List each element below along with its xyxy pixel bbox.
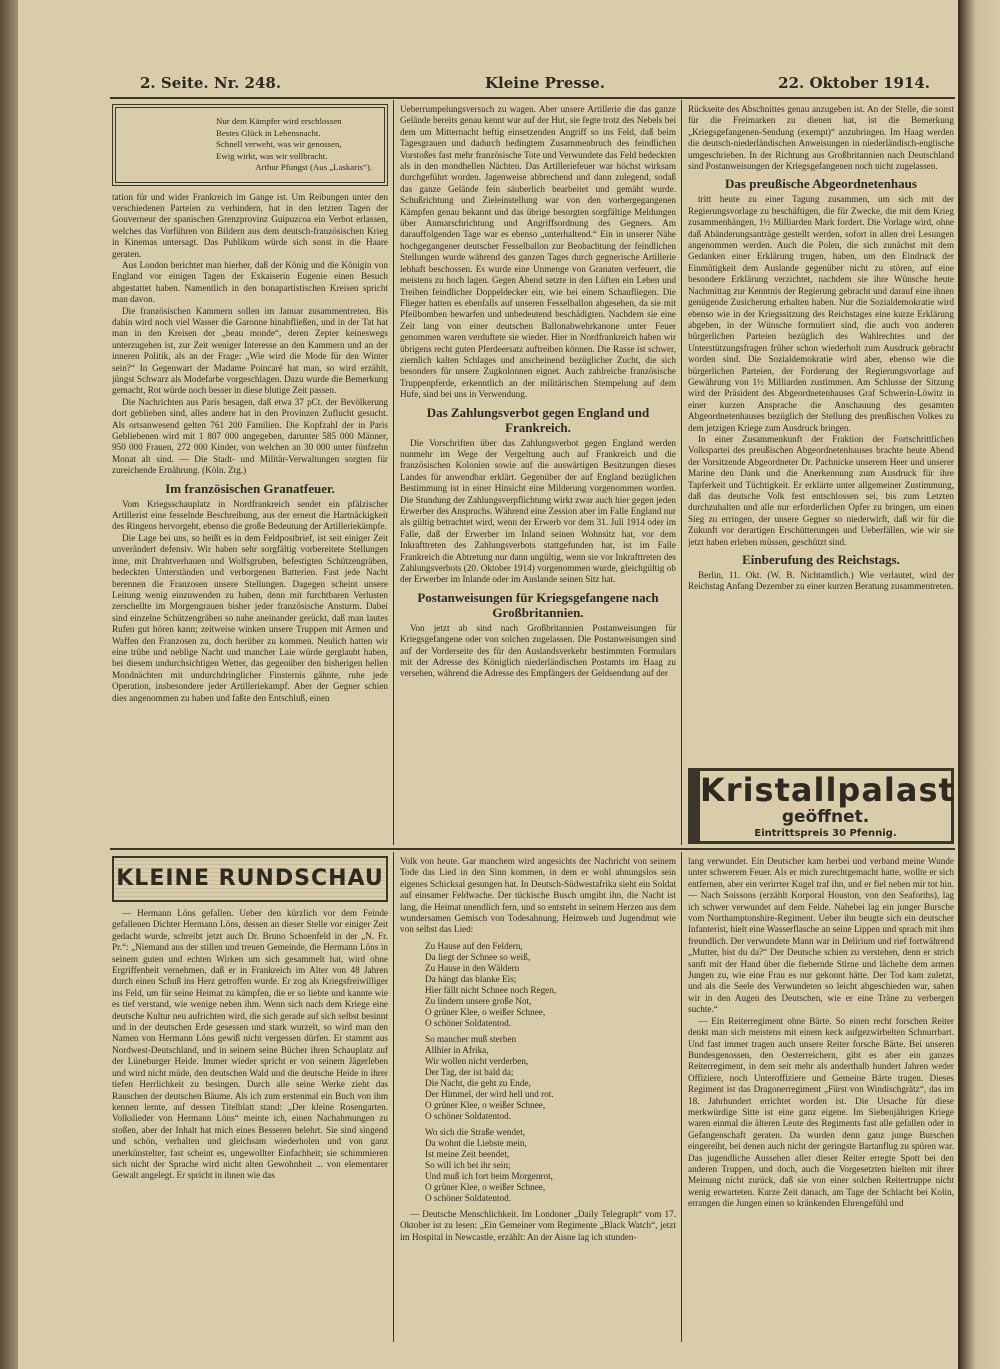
column-3	[688, 104, 954, 764]
headline: Das Zahlungsverbot gegen England und Frankreich.	[426, 404, 650, 435]
paragraph: Ueberrumpelungsversuch zu wagen. Aber unsere Artillerie die das ganze Gelände bereits genau kennt war auf der Hut, sie fegte trotz des Nebels bei dem um Mitternacht heftig einsetzenden Angriff so ins Feld, daß beim Tagesgrauen und dadurch bedingtem Zusammenbruch des feindlichen Vorstoßes fast mehr französische Tote und Verwundete das Feld bedeckten als in den mondhellen Nächten. Das Artilleriefeuer war höchst wirksam durchgeführt worden. Jagenweise abbrechend und dann zulegend, sodaß das ganze Gelände fein säuberlich bearbeitet und gemäht wurde. Schußrichtung und Zieleinstellung war von den vorhergegangenen Kämpfen genau bekannt und das übrige besorgten sorgfältige Meldungen über Anmarschrichtung und Angriffsordnung des Gegners. Am darauffolgenden Tage war es ebenso „unterhaltend.“ Ein in unserer Nähe hochgegangener deutscher Fesselballon zur Beobachtung der feindlichen Stellungen wurde während des ganzen Tages durch gegnerische Artillerie lebhaft beschossen. Es wurde eine Unmenge von Granaten verfeuert, die meistens zu hoch lagen. Gegen Abend setzte in den Lüften ein Leben und Treiben feindlicher Doppeldecker ein, wie bei einem Schaufliegen. Die Flieger hatten es ebenfalls auf unseren Fesselballon abgesehen, da sie mit Pfeilbomben bewarfen und unbedeutend beschädigten. Nachdem sie eine Zeit lang von einer deutschen Ballonabwehrkanone unter Feuer genommen waren verduftete sie wieder. Hier in Nordfrankreich haben wir übrigens recht guten Pferdeersatz auftreiben können. Die Rasse ist schwer, ziemlich kalten Schlages und anscheinend bezüglicher Zucht, die sich besonders für unsere Zugkolonnen eignet. Auch zahlreiche französische Truppenpferde, erkenntlich an der militärischen Stempelung auf dem Hufe, sind bei uns in Verwendung.	[400, 104, 676, 400]
column-divider	[393, 100, 394, 845]
paragraph: — Hermann Löns gefallen. Ueber den kürzlich vor dem Feinde gefallenen Dichter Hermann Löns, dessen an dieser Stelle vor einiger Zeit gedacht wurde, schreibt jetzt auch Dr. Bruno Schoenfeld in der „N. Fr. Pr.“: „Niemand aus der stillen und treuen Gemeinde, die Hermann Löns in seinem guten und echten Wirken um sich gesammelt hat, wird ohne Ergriffenheit vernehmen, daß er in Frankreich im Alter von 48 Jahren durch einen Schuß ins Herz getroffen wurde. Er zog als Kriegsfreiwilliger ins Feld, um für seine Heimat zu kämpfen, die er so liebte und kannte wie es tief verstand, wie wenige neben ihm. Wenn sich nach dem Kriege eine deutsche Kultur neu aufrichten wird, die sich gerade auf sich selbst besinnt und in der deutschen Erde gesessen und stark wurzelt, so wird man den Namen von Hermann Löns gewiß nicht vergessen dürfen. Er stammt aus Nordwest-Deutschland, und in seinem seine Bücher ihren Schauplatz auf der Lüneburger Heide. Immer wieder spricht er von seinem Jägerleben und wird nicht müde, den deutschen Wald und die deutsche Heide in ihrer tiefen Herrlichkeit zu besingen. Durch alle seine Werke zieht das Rauschen der deutschen Bäume. Als ich zum erstenmal ein Buch von ihm kennen lernte, auf dessen Titelblatt stand: „Der kleine Rosengarten. Volkslieder von Hermann Löns“ meinte ich, einen Nachahmungen zu stoßen, aber der Inhalt hat mich eines Besseren belehrt. Sie sind singend und schön, verhalten und gleichsam wiederholen und von ganz unerkünstelter, fast scheint es, ungewollter Einfachheit; sie schimmieren sich nicht der Sprache wird nicht alten Gewohnheit ... von elementarer Gewalt angelegt. Er spricht in ihnen wie das	[112, 908, 388, 1181]
headline: Das preußische Abgeordnetenhaus	[725, 176, 917, 192]
headline: Postanweisungen für Kriegsgefangene nach Großbritannien.	[417, 589, 659, 620]
poem-line: Wo sich die Straße wendet,	[425, 1126, 526, 1137]
paragraph: tritt heute zu einer Tagung zusammen, um sich mit der Regierungsvorlage zu beschäftigen, die für Zwecke, die mit dem Krieg zusammenhängen, 1½ Milliarden Mark fordert. Die Vorlage wird, ohne daß Abänderungsanträge gestellt werden, sofort in allen drei Lesungen angenommen werden. Auch die Polen, die sich zunächst mit dem Gedanken einer Erklärung trugen, haben, um den Eindruck der Einmütigkeit dem Auslande gegenüber nicht zu stören, auf eine besondere Erklärung verzichtet, nachdem sie ihre Wünsche heute Nachmittag zur Kenntnis der Regierung gebracht und darauf eine ihnen genügende Zusicherung erhalten haben. Nur die Sozialdemokratie wird ebenso wie in der Kriegssitzung des Reichstages eine kurze Erklärung abgeben, in der Wünsche formuliert sind, die auch von anderen bürgerlichen Parteien bezüglich des Wahlrechtes und der Unterstützungsfragen früher schon wiederholt zum Ausdruck gebracht worden sind. Die Sozialdemokratie wird aber, ebenso wie die bürgerlichen Parteien, der Forderung der Regierungsvorlage auf Gewährung von 1½ Milliarden zustimmen. Am Schlusse der Sitzung wird der Präsident des Abgeordnetenhauses Graf Schwerin-Löwitz in einer kurzen Ansprache die Anschauung des gesamten Abgeordnetenhauses bezüglich der Stellung des preußischen Volkes zu dem jetzigen Kriege zum Ausdruck bringen.	[688, 194, 954, 433]
paragraph: Rückseite des Abschnittes genau anzugeben ist. An der Stelle, die sonst für die Freimarken zu dienen hat, ist die Bemerkung „Kriegsgefangenen-Sendung (exempt)“ anzubringen. Im Haag werden die deutsch-niederländischen Anweisungen in niederländisch-englische umgeschrieben. In der Richtung aus Großbritannien nach Deutschland sind Postanweisungen der Kriegsgefangenen noch nicht zugelassen.	[688, 104, 954, 172]
poem-author: Arthur Pfungst (Aus „Laskaris“).	[255, 162, 372, 172]
paragraph: Die Vorschriften über das Zahlungsverbot gegen England werden nunmehr im Wege der Vergeltung auch auf Frankreich und die französischen Kolonien sowie auf die auswärtigen Besitzungen dieses Landes für anwendbar erklärt. Gegenüber der auf England bezüglichen Bestimmung ist in einer Hinsicht eine Milderung vorgenommen worden. Die Stundung der Zahlungsverpflichtung wirkt zwar auch hier gegen jeden Erwerber des Anspruchs. Während eine Zession aber im Falle England nur als gültig betrachtet wird, wenn der Erwerb vor dem 31. Juli 1914 oder im Falle, daß der Erwerber im Inland seinen Wohnsitz hat, vor dem Inkrafttreten des Zahlungsverbots stattgefunden hat, ist im Falle Frankreich die Abtretung nur dann ungültig, wenn sie vor Inkrafttreten des Zahlungsverbots (20. Oktober 1914) vorgenommen wurde, gleichgültig ob der Erwerber im Inlande oder im Auslande seinen Sitz hat.	[400, 437, 676, 585]
poem-line: So will ich bei ihr sein;	[425, 1159, 511, 1170]
paragraph: — Deutsche Menschlichkeit. Im Londoner „Daily Telegraph“ vom 17. Oktober ist zu lesen: „Ein Gemeiner vom Regimente „Black Watch“, jetzt im Hospital in Newcastle, erzählt: An der Aisne lag ich stunden-	[400, 1208, 676, 1242]
paragraph: lang verwundet. Ein Deutscher kam herbei und verband meine Wunde unter schwerem Feuer. Als er mich zurechtgemacht hatte, wollte er sich entfernen, aber ein verirrter Kugel traf ihn, und er fiel neben mir tot hin. — Nach Soissons (erzählt Korporal Houston, von den Seaforths), lag ich schwer verwundet auf dem Felde. Nahebei lag ein junger Bursche vom Northamptonshire-Regiment. Ueber ihn beugte sich ein deutscher Infanterist, hielt eine Wasserflasche an seine Lippen und sprach mit ihm freundlich. Der verwundete Mann war in Delirium und rief fortwährend „Mutter, bist du da?“ Der Deutsche schien zu verstehen, denn er strich sanft mit der Hand über die fiebernde Stirne und lächelte dem armen Jungen zu, wie eine Frau es nur gekonnt hätte. Der Tod kam zuletzt, und als die Seele des Verwundeten so leicht abgeschieden war, sahen wir in den Augen des Deutschen, wie er eine Träne zu verbergen suchte.“	[688, 856, 954, 1015]
paragraph: — Ein Reiterregiment ohne Bärte. So einen recht forschen Reiter denkt man sich meistens mit einem keck aufgezwirbelten Schnurrbart. Und fast immer tragen auch unsere Reiter forsche Bärte. Bei unseren Bundesgenossen, den Oesterreichern, gibt es aber ein ganzes Reiterregiment, in dem seit mehr als anderthalb hundert Jahren weder Offiziere, noch Unteroffiziere und Gemeine Bärte tragen. Dieses Regiment ist das Dragonerregiment „Fürst von Windischgrätz“, das im 18. Jahrhundert errichtet worden ist. Die Ursache für diese merkwürdige Sitte ist eine ganz eigene. Im Siebenjährigen Kriege waren einmal die älteren Leute des Regiments fast alle gefallen oder in Gefangenschaft geraten. Da wurden denn ganz junge Burschen eingereiht, bei denen auch nicht der geringste Bartanflug zu spüren war. Das jugendliche Aussehen aller dieser Reiter erregte Spott bei den anderen Truppen, und doch, auch die Vorgesetzten hielten mit ihrer Meinung nicht zurück, daß sie von einer solchen Reitertruppe nicht wenig erwarteten. Kurze Zeit danach, am Tage der Schlacht bei Kolin, errangen die Jungen einen so kränkenden Ehrengefühl und	[688, 1015, 954, 1209]
paragraph: tation für und wider Frankreich im Gange ist. Um Reibungen unter den verschiedenen Parteien zu verhindern, hat in den letzten Tagen der Gouverneur der spanischen Grenzprovinz Guipuzcoa ein Verbot erlassen, welches das Vorführen von Bildern aus dem deutsch-französischen Krieg in Kinemas untersagt. Das Publikum würde sich sonst in die Haare geraten.	[112, 191, 388, 259]
poem-line: Der Tag, der ist bald da;	[425, 1066, 514, 1077]
ad-subtitle: geöffnet.	[781, 807, 870, 827]
poem-line: Der Himmel, der wird hell und rot.	[425, 1088, 554, 1099]
column-divider	[393, 852, 394, 1342]
rundschau-column-1	[112, 856, 388, 1342]
paragraph: Die Nachrichten aus Paris besagen, daß etwa 37 pCt. der Bevölkerung dort geblieben sind, alles andere hat in den Provinzen Zuflucht gesucht. Als ortsanwesend gelten 761 200 Familien. Die Kopfzahl der in Paris Gebliebenen wird mit 1 807 000 angegeben, darunter 585 000 Männer, 950 000 Frauen, 272 000 Kinder, von welchen an 30 000 unter fünfzehn Monat alt sind. — Die Stadt- und Militär-Verwaltungen sorgten für zureichende Ernährung. (Köln. Ztg.)	[112, 396, 388, 476]
rundschau-column-3	[688, 856, 954, 1342]
poem-line: O grüner Klee, o weißer Schnee,	[425, 1181, 546, 1192]
column-1	[112, 104, 388, 846]
poem-box	[112, 104, 388, 186]
poem-line: Die Nacht, die geht zu Ende,	[425, 1077, 531, 1088]
section-rule	[110, 848, 955, 850]
poem-line: O grüner Klee, o weißer Schnee,	[425, 1099, 546, 1110]
poem-line: O schöner Soldatentod.	[425, 1017, 511, 1028]
poem-line: Bestes Glück in Lebensnacht.	[216, 127, 321, 138]
masthead: Kleine Presse.	[485, 74, 606, 92]
page-header	[110, 74, 930, 98]
paragraph: Berlin, 11. Okt. (W. B. Nichtamtlich.) Wie verlautet, wird der Reichstag Anfang Dezember zu einer kurzen Beratung zusammentreten.	[688, 570, 954, 592]
issue-date: 22. Oktober 1914.	[778, 74, 930, 92]
ad-price: Eintrittspreis 30 Pfennig.	[754, 828, 897, 839]
paragraph: In einer Zusammenkunft der Fraktion der Fortschrittlichen Volkspartei des preußischen Abgeordnetenhauses brachte heute Abend der Vorsitzende Abgeordneter Dr. Pachnicke unserem Heer und unserer Marine den Dank und die Anerkennung zum Ausdruck für ihre Tapferkeit und Tüchtigkeit. Er erklärte unter allgemeiner Zustimmung, daß das deutsche Volk fest entschlossen sei, bis zum Letzten durchzuhalten und alle nur erforderlichen Opfer zu bringen, um einen Sieg zu erringen, der unsere Gegner so niederwirft, daß wir für die Zukunft vor derartigen Erschütterungen und Ueberfällen, wie wir sie jetzt haben erleben müssen, geschützt sind.	[688, 433, 954, 547]
column-divider	[681, 100, 682, 845]
poem-line: O schöner Soldatentod.	[425, 1110, 511, 1121]
poem-line: Allhier in Afrika,	[425, 1044, 489, 1055]
kleine-rundschau-logo: KLEINE RUNDSCHAU	[112, 856, 388, 902]
headline: Einberufung des Reichstags.	[742, 552, 900, 568]
poem-stanza	[400, 1034, 676, 1122]
paragraph: Aus London berichtet man hierher, daß der König und die Königin von England vor einigen Tagen der Exkaiserin Eugenie einen Besuch abgestattet haben. Namentlich in den bonapartistischen Kreisen spricht man davon.	[112, 259, 388, 305]
poem-line: Da liegt der Schnee so weiß,	[425, 951, 531, 962]
paragraph: Die französischen Kammern sollen im Januar zusammentreten. Bis dahin wird noch viel Wasser die Garonne hinabfließen, und in der Tat hat man in den Kreisen der „beau monde“, deren Zepter keineswegs unterzugehen ist, zur Zeit weniger Interesse an den Kammern und an der inneren Politik, als an der Frage: „Wie wird die Mode für den Winter sein?“ In Gegenwart der Madame Poincaré hat man, so wird erzählt, jüngst Schwarz als Modefarbe vorgeschlagen. Dazu wurde die Bemerkung gemacht, Rot würde noch besser in diese blutige Zeit passen.	[112, 305, 388, 396]
headline: Im französischen Granatfeuer.	[165, 480, 335, 496]
poem-line: Ist meine Zeit beendet,	[425, 1148, 510, 1159]
column-2	[400, 104, 676, 846]
poem-line: Zu lindern unsere große Not,	[425, 995, 532, 1006]
poem-line: So mancher muß sterben	[425, 1033, 517, 1044]
header-rule	[110, 97, 955, 99]
poem-line: Ewig wirkt, was wir vollbracht.	[216, 150, 328, 161]
poem-line: Wir wollen nicht verderben,	[425, 1055, 529, 1066]
advertisement-kristallpalast	[688, 768, 954, 844]
poem-line: Zu Hause in den Wäldern	[425, 962, 520, 973]
adjacent-page-edge	[960, 0, 1000, 1369]
ad-title: Kristallpalast	[700, 771, 955, 809]
page-number: 2. Seite. Nr. 248.	[140, 74, 282, 92]
paragraph: Die Lage bei uns, so heißt es in dem Feldpostbrief, ist seit einiger Zeit unverändert defensiv. Wir haben sehr sorgfältig vorbereitete Stellungen inne, mit Drahtverhauen und Wolfsgruben, befestigten Schützengräben, bedeckten Unterständen und verborgenen Batterien. Fast jede Nacht berennen die Franzosen unsere Stellungen. Dagegen scheint unsere Leitung wenig einzuwenden zu haben, denn mit furchtbaren Verlusten zerschellte im Morgengrauen bisher jeder französische Ansturm. Dabei sind einzelne Schützengräben so nahe aneinander gerückt, daß man lautes Rufen gut hören kann; zeitweise winken unsere Truppen mit Armen und Waffen den Franzosen zu, doch herüber zu kommen. Neulich hatten wir eine trübe und neblige Nacht und mancher Laie würde gerglaubt haben, bei diesem undurchsichtigen Wetter, das gegenüber den bisherigen hellen Mondnächten mit undurchdringlicher Finsternis gähnte, ruhe jede Operation, insbesondere jeder Artilleriekampf. Aber der Gegner schien dies angenommen zu haben und faßte den Entschluß, einen	[112, 532, 388, 703]
poem-line: Da wohnt die Liebste mein,	[425, 1137, 527, 1148]
poem-line: Und muß ich fort beim Morgenrot,	[425, 1170, 553, 1181]
paragraph: Vom Kriegsschauplatz in Nordfrankreich sendet ein pfälzischer Artillerist eine fesselnde Beschreibung, aus der erneut die Hartnäckigkeit des Ringens hervorgeht, ebenso die große Bedeutung der Artilleriekämpfe.	[112, 498, 388, 532]
poem-line: Schnell verweht, was wir genossen,	[216, 139, 342, 149]
poem-stanza	[400, 941, 676, 1029]
poem-line: O grüner Klee, o weißer Schnee,	[425, 1006, 546, 1017]
poem-line: O schöner Soldatentod.	[425, 1192, 511, 1203]
paragraph: Von jetzt ab sind nach Großbritannien Postanweisungen für Kriegsgefangene oder von solchen zugelassen. Die Postanweisungen sind auf der Vorderseite des für den Auslandsverkehr bestimmten Formulars mit der Adresse des Königlich niederländischen Postamts im Haag zu versehen, während die Adresse des Empfängers der Geldsendung auf der	[400, 622, 676, 679]
poem-line: Zu Hause auf den Feldern,	[425, 940, 523, 951]
poem-line: Da hängt das blanke Eis;	[425, 973, 517, 984]
poem-line: Nur dem Kämpfer wird erschlossen	[216, 116, 342, 126]
poem-line: Hier fällt nicht Schnee noch Regen,	[425, 984, 557, 995]
poem-stanza	[400, 1127, 676, 1204]
rundschau-column-2	[400, 856, 676, 1342]
paragraph: Volk von heute. Gar manchem wird angesichts der Nachricht von seinem Tode das Lied in den Sinn kommen, in dem er wohl ahnungslos sein eigenes Schicksal gesungen hat. In Deutsch-Südwestafrika sieht ein Soldat auf einsamer Feldwache. Der tückische Busch umgibt ihn, die Nacht ist lang, die Heimat unendlich fern, und so entsteht in seinem Herzen aus dem wundersamen Gemisch von Todesahnung, Heimweh und Jugendmut wie von selbst das Lied:	[400, 856, 676, 935]
column-divider	[681, 852, 682, 1342]
